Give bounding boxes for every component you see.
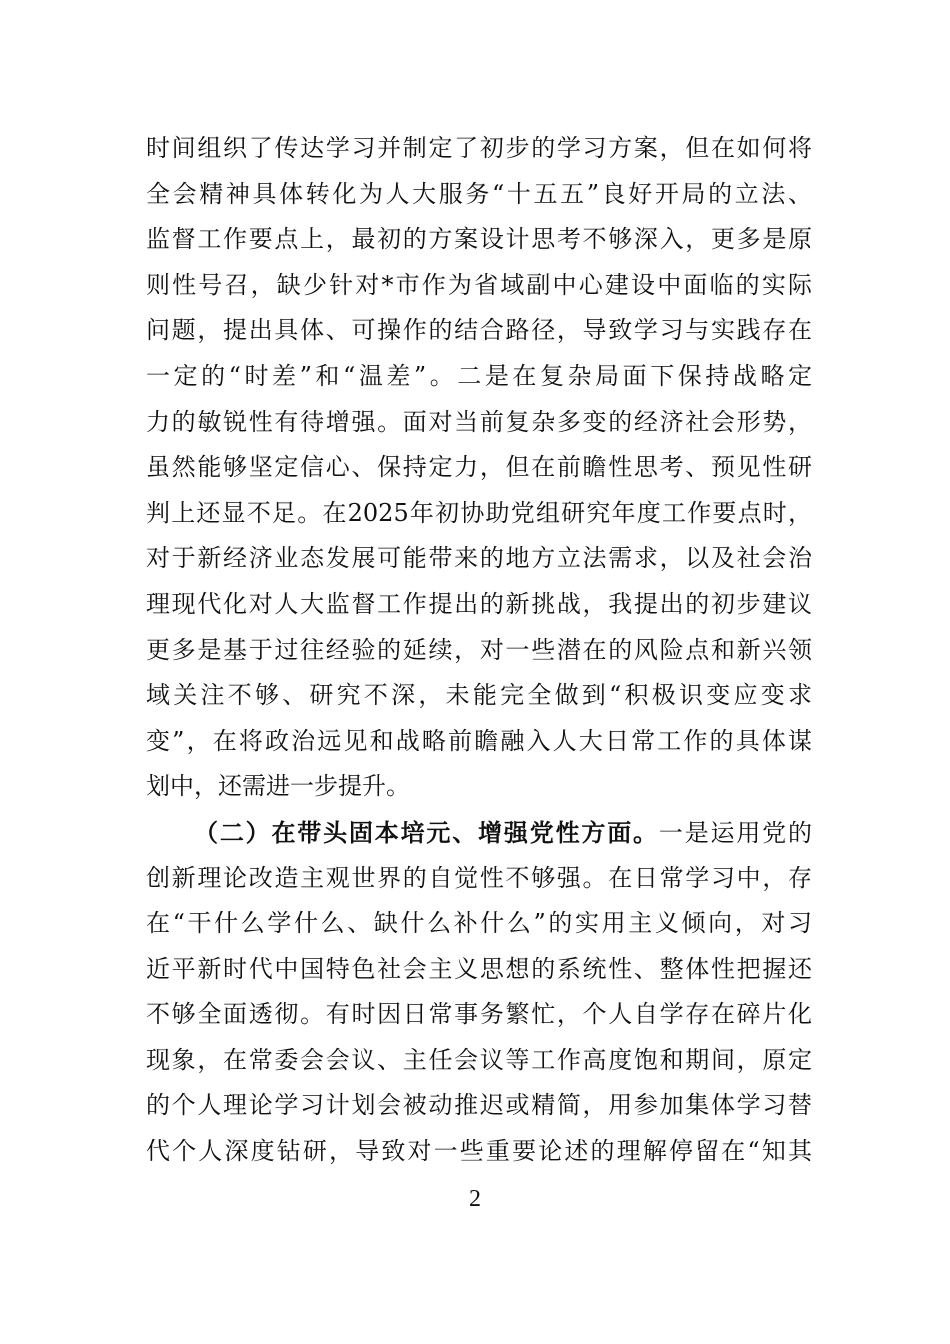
section-2-heading: （二）在带头固本培元、增强党性方面。 [194,817,659,847]
text-line: 理现代化对人大监督工作提出的新挑战，我提出的初步建议 [146,589,812,618]
text-line: 虽然能够坚定信心、保持定力，但在前瞻性思考、预见性研 [146,453,812,482]
text-line: 代个人深度钻研，导致对一些重要论述的理解停留在“知其 [146,1137,812,1166]
document-body [146,126,812,1175]
text-line: 近平新时代中国特色社会主义思想的系统性、整体性把握还 [146,954,812,983]
text-line: 力的敏锐性有待增强。面对当前复杂多变的经济社会形势， [146,407,812,436]
text-line: 判上还显不足。在2025年初协助党组研究年度工作要点时， [146,498,812,527]
text-line: 在“干什么学什么、缺什么补什么”的实用主义倾向，对习 [146,909,812,938]
text-line: 域关注不够、研究不深，未能完全做到“积极识变应变求 [146,681,812,710]
text-line: 变”，在将政治远见和战略前瞻融入人大日常工作的具体谋 [146,726,812,755]
text-line: 更多是基于过往经验的延续，对一些潜在的风险点和新兴领 [146,635,812,664]
page-number: 2 [469,1186,481,1212]
text-line: 问题，提出具体、可操作的结合路径，导致学习与实践存在 [146,316,812,345]
text-line: 不够全面透彻。有时因日常事务繁忙，个人自学存在碎片化 [146,1000,812,1029]
section-2-first-line [146,810,812,856]
text-line: 监督工作要点上，最初的方案设计思考不够深入，更多是原 [146,225,812,254]
text-line: 划中，还需进一步提升。 [146,772,410,801]
text-line: 的个人理论学习计划会被动推迟或精简，用参加集体学习替 [146,1091,812,1120]
text-line: 对于新经济业态发展可能带来的地方立法需求，以及社会治 [146,544,812,573]
text-line: 创新理论改造主观世界的自觉性不够强。在日常学习中，存 [146,863,812,892]
text-line: 则性号召，缺少针对*市作为省域副中心建设中面临的实际 [146,270,812,299]
section-2-first-line-text: 一是运用党的 [658,818,813,847]
text-line: 现象，在常委会会议、主任会议等工作高度饱和期间，原定 [146,1045,812,1074]
text-line: 时间组织了传达学习并制定了初步的学习方案，但在如何将 [146,134,812,162]
text-line: 一定的“时差”和“温差”。二是在复杂局面下保持战略定 [146,361,812,390]
text-line: 全会精神具体转化为人大服务“十五五”良好开局的立法、 [146,179,812,208]
